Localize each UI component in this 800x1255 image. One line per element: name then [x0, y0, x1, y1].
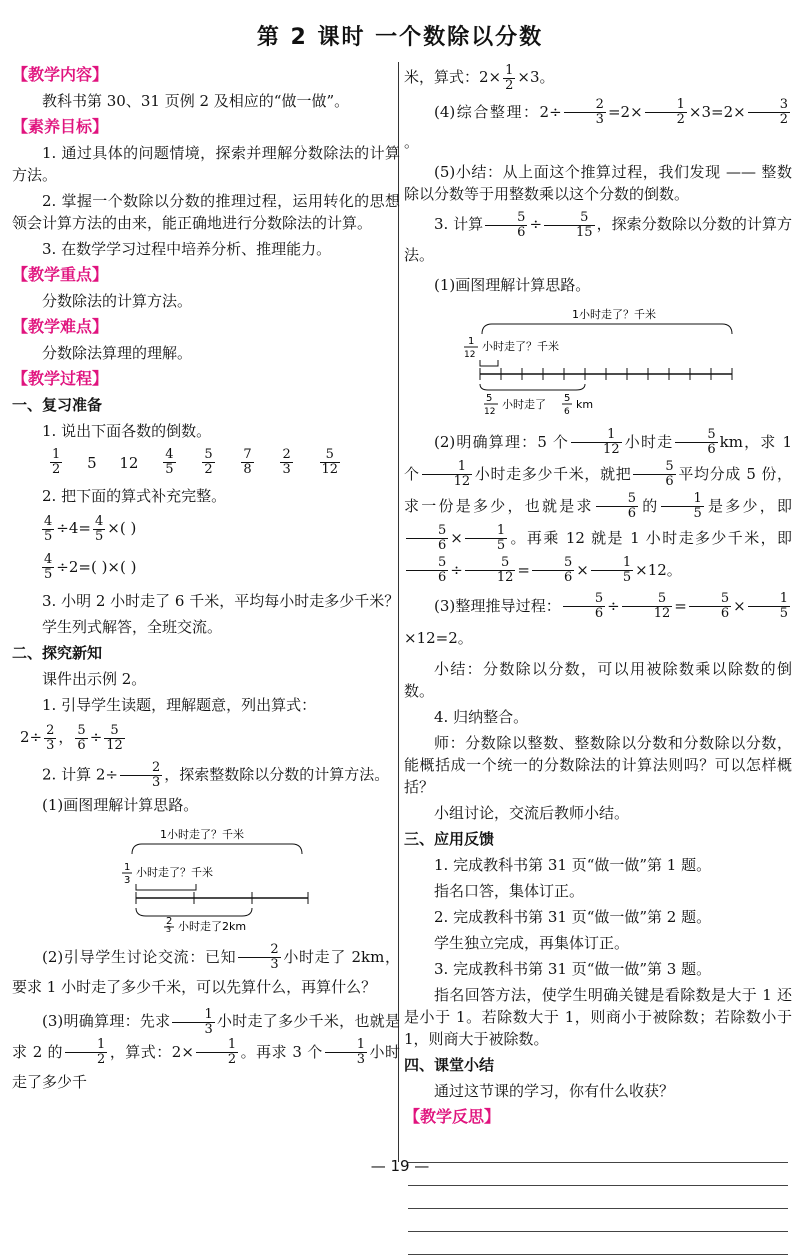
page-title: 第 2 课时 一个数除以分数	[256, 25, 544, 50]
content-text: 教科书第 30、31 页例 2 及相应的“做一做”。	[42, 92, 350, 110]
question-3-followup: 学生列式解答，全班交流。	[42, 618, 223, 636]
courseware-text: 课件出示例 2。	[42, 670, 147, 688]
diagram-label-mid: 小时走了？千米	[482, 339, 559, 353]
tag-key-points: 【教学重点】	[12, 265, 109, 284]
step-2: 2. 计算 2÷ $\frac{2}{3}$ ，探索整数除以分数的计算方法。	[42, 759, 390, 790]
difficult-text: 分数除法算理的理解。	[42, 344, 193, 362]
svg-text:5: 5	[564, 392, 571, 404]
draw-step-1: (1)画图理解计算思路。	[42, 795, 199, 814]
number: 5	[87, 453, 97, 472]
svg-text:2: 2	[166, 915, 173, 927]
tag-goals: 【素养目标】	[12, 117, 109, 136]
continued-text: 米，算式：2× $\frac{1}{2}$ ×3。	[404, 62, 555, 93]
diagram-label-mid: 小时走了？千米	[136, 865, 213, 879]
app-2-b: 学生独立完成，再集体订正。	[434, 933, 630, 952]
left-column	[12, 62, 400, 1101]
diagram-label-top: 1小时走了？千米	[160, 827, 244, 841]
reciprocal-list	[48, 448, 400, 477]
fraction: $\frac{1}{2}$	[52, 447, 61, 477]
section-summary: 四、课堂小结	[404, 1055, 495, 1074]
discuss-paragraph: (2)引导学生讨论交流：已知 $\frac{2}{3}$ 小时走了 2km，要求 1 小时走了多少千米，可以先算什么，再算什么？	[12, 942, 400, 996]
step-3: 3. 计算 $\frac{5}{6}$ ÷ $\frac{5}{15}$ ，探索分数除以分数的计算方法。	[404, 209, 792, 264]
tag-process: 【教学过程】	[12, 369, 109, 388]
fraction: $\frac{7}{8}$	[243, 447, 252, 477]
group-text: 小组讨论，交流后教师小结。	[434, 803, 630, 822]
question-1: 1. 说出下面各数的倒数。	[42, 422, 212, 440]
right-column	[404, 62, 792, 1255]
writing-line[interactable]	[408, 1186, 788, 1209]
summary-4: (4)综合整理：2÷ $\frac{2}{3}$ =2× $\frac{1}{2}$ ×3=2× $\frac{3}{2}$ 。	[404, 97, 788, 151]
section-application: 三、应用反馈	[404, 829, 495, 848]
svg-text:3: 3	[166, 924, 172, 932]
svg-text:12: 12	[484, 406, 496, 416]
goal-3: 3. 在数学学习过程中培养分析、推理能力。	[42, 240, 332, 258]
app-1: 1. 完成教科书第 31 页“做一做”第 1 题。	[434, 855, 712, 874]
fraction: $\frac{2}{3}$	[282, 447, 291, 477]
teacher-text: 师：分数除以整数、整数除以分数和分数除以分数，能概括成一个统一的分数除法的计算法则吗？可以怎样概括？	[404, 733, 792, 796]
question-3: 3. 小明 2 小时走了 6 千米，平均每小时走多少千米？	[42, 592, 400, 610]
tag-teaching-content: 【教学内容】	[12, 65, 109, 84]
diagram-5-6-div-5-12	[404, 304, 792, 416]
svg-text:12: 12	[464, 349, 476, 360]
step-1-expression: 2÷ $\frac{2}{3}$ ， $\frac{5}{6}$ ÷ $\frac{5}{12}$	[20, 722, 123, 753]
app-1-b: 指名口答，集体订正。	[434, 881, 585, 900]
app-3: 3. 完成教科书第 31 页“做一做”第 3 题。	[434, 959, 712, 978]
section-explore: 二、探究新知	[12, 644, 103, 662]
diagram-label-unit: km	[576, 397, 594, 411]
goal-2: 2. 掌握一个数除以分数的推理过程，运用转化的思想领会计算方法的由来，能正确地进行分数除法的计算。	[12, 192, 400, 232]
diagram-label-bottom: 小时走了2km	[178, 919, 247, 932]
fraction: $\frac{5}{2}$	[204, 447, 213, 477]
conclusion-5: (5)小结：从上面这个推算过程，我们发现 —— 整数除以分数等于用整数乘以这个分数的倒数。	[404, 163, 792, 203]
equation-2: $\frac{4}{5}$ ÷2=( )×( )	[44, 552, 137, 582]
question-2: 2. 把下面的算式补充完整。	[42, 487, 227, 505]
fraction: $\frac{5}{12}$	[321, 447, 339, 477]
goal-1: 1. 通过具体的问题情境，探索并理解分数除法的计算方法。	[12, 144, 400, 184]
diagram-label-top: 1小时走了？千米	[572, 307, 656, 321]
app-2: 2. 完成教科书第 31 页“做一做”第 2 题。	[434, 907, 712, 926]
tag-difficult-points: 【教学难点】	[12, 317, 109, 336]
fraction-label: 1	[124, 861, 131, 873]
svg-text:3: 3	[124, 874, 131, 886]
app-3-b: 指名回答方法，使学生明确关键是看除数是大于 1 还是小于 1。若除数大于 1，则商小于被除数；若除数小于 1，则商大于被除数。	[404, 985, 792, 1048]
svg-text:1: 1	[468, 335, 475, 347]
clarify-paragraph: (3)明确算理：先求 $\frac{1}{3}$ 小时走了多少千米，也就是求 2 的 $\frac{1}{2}$ ，算式：2× $\frac{1}{2}$ 。再求 3 个 $\frac{1}{3}$ 小时走了多少千	[12, 1006, 400, 1091]
draw-step-2: (1)画图理解计算思路。	[434, 275, 591, 294]
page-number: — 19 —	[370, 1157, 430, 1175]
svg-text:6: 6	[564, 406, 570, 416]
equation-1: $\frac{4}{5}$ ÷4= $\frac{4}{5}$ ×( )	[44, 513, 137, 544]
writing-line[interactable]	[408, 1232, 788, 1255]
diagram-label-bottom: 小时走了	[502, 397, 546, 411]
organize-3: (3)整理推导过程： $\frac{5}{6}$ ÷ $\frac{5}{12}$ = $\frac{5}{6}$ × $\frac{1}{5}$ ×12=2。	[404, 591, 788, 647]
writing-line[interactable]	[408, 1209, 788, 1232]
fraction: $\frac{4}{5}$	[165, 447, 174, 477]
step-1: 1. 引导学生读题，理解题意，列出算式：	[42, 696, 317, 714]
key-text: 分数除法的计算方法。	[42, 292, 193, 310]
svg-text:5: 5	[486, 392, 493, 404]
summary-text: 小结：分数除以分数，可以用被除数乘以除数的倒数。	[404, 659, 792, 700]
step-4: 4. 归纳整合。	[434, 707, 529, 726]
diagram-2-div-2-3	[12, 824, 400, 932]
section-review: 一、复习准备	[12, 396, 103, 414]
clarify-2-paragraph: (2)明确算理：5 个 $\frac{1}{12}$ 小时走 $\frac{5}{6}$ km，求 1 个 $\frac{1}{12}$ 小时走多少千米，就把 $\frac{5}{6}$ 平均分成 5 份，求一份是多少，也就是求 $\frac{5}{6}$ 的 $\frac{1}{5}$ 是多少，即 $\frac{5}{6}$ × $\frac{1}{5}$ 。再乘 12 就是 1 小时走多少千米，即 $\frac{5}{6}$ ÷ $\frac{5}{12}$ = $\frac{5}{6}$ × $\frac{1}{5}$ ×12。	[404, 427, 792, 585]
number: 12	[119, 453, 139, 472]
tag-reflection: 【教学反思】	[404, 1106, 501, 1126]
summary-question: 通过这节课的学习，你有什么收获？	[434, 1081, 675, 1100]
